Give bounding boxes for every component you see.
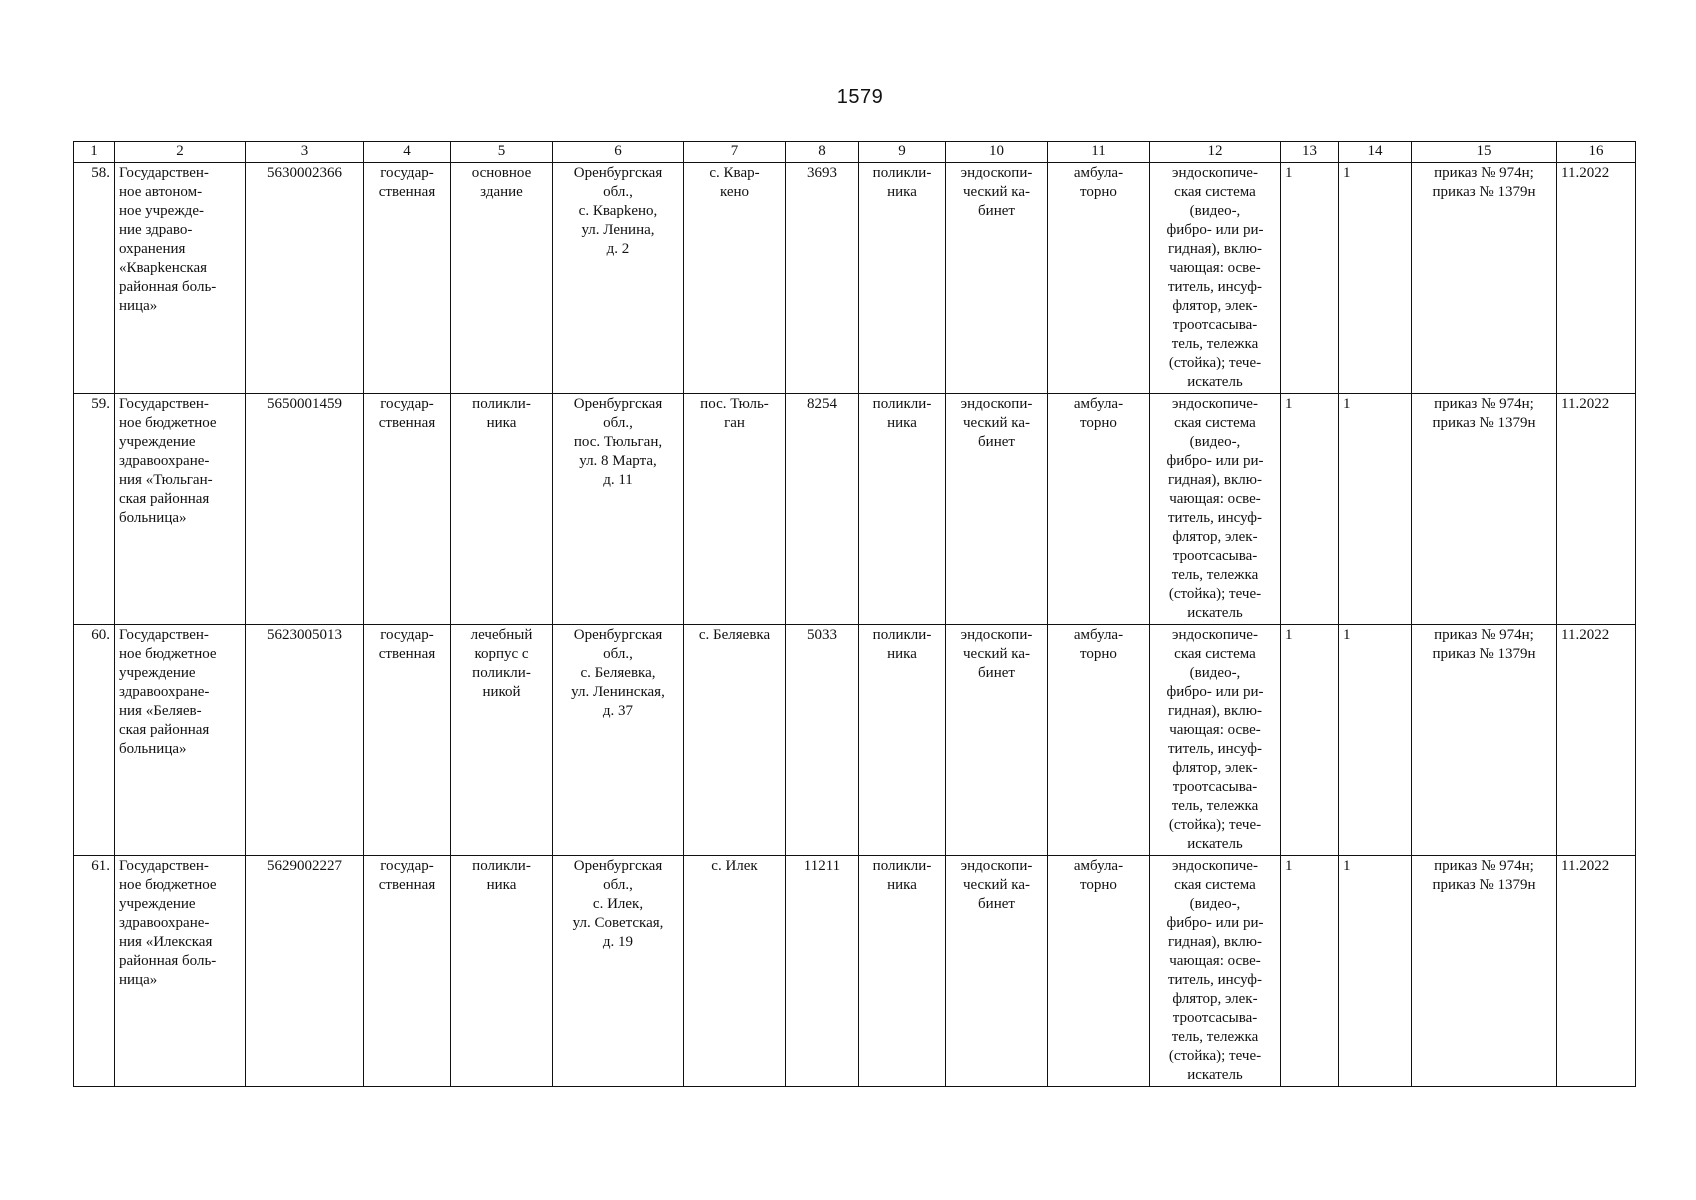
column-header: 7 <box>684 142 786 163</box>
table-row <box>74 856 1636 1087</box>
organization-name: Государствен- ное бюджетное учреждение здравоохране- ния «Беляев- ская районная больница» <box>115 625 246 856</box>
locality: пос. Тюль- ган <box>684 394 786 625</box>
qty-plan: 1 <box>1281 163 1339 394</box>
care-form: амбула- торно <box>1048 394 1150 625</box>
basis: приказ № 974н; приказ № 1379н <box>1412 163 1557 394</box>
basis: приказ № 974н; приказ № 1379н <box>1412 394 1557 625</box>
equipment: эндоскопиче- ская система (видео-, фибро- или ри- гидная), вклю- чающая: осве- титель, инсуф- флятор, элек- троотсасыва- тель, тележка (стойка); тече- искатель <box>1150 163 1281 394</box>
inn: 5623005013 <box>246 625 364 856</box>
basis: приказ № 974н; приказ № 1379н <box>1412 625 1557 856</box>
column-header: 2 <box>115 142 246 163</box>
page-number: 1579 <box>836 86 884 108</box>
room: эндоскопи- ческий ка- бинет <box>946 625 1048 856</box>
building: основное здание <box>451 163 553 394</box>
date: 11.2022 <box>1557 856 1636 1087</box>
equipment: эндоскопиче- ская система (видео-, фибро- или ри- гидная), вклю- чающая: осве- титель, инсуф- флятор, элек- троотсасыва- тель, тележка (стойка); тече- искатель <box>1150 394 1281 625</box>
population: 3693 <box>786 163 859 394</box>
column-header: 14 <box>1339 142 1412 163</box>
building: лечебный корпус с поликли- никой <box>451 625 553 856</box>
ownership: государ- ственная <box>364 856 451 1087</box>
table-row <box>74 163 1636 394</box>
row-number: 61. <box>74 856 115 1087</box>
column-header: 8 <box>786 142 859 163</box>
column-header: 3 <box>246 142 364 163</box>
inn: 5629002227 <box>246 856 364 1087</box>
address: Оренбургская обл., пос. Тюльган, ул. 8 Марта, д. 11 <box>553 394 684 625</box>
building: поликли- ника <box>451 394 553 625</box>
registry-table <box>73 141 1636 1087</box>
qty-fact: 1 <box>1339 394 1412 625</box>
unit-type: поликли- ника <box>859 394 946 625</box>
address: Оренбургская обл., с. Кварkено, ул. Ленина, д. 2 <box>553 163 684 394</box>
column-header: 15 <box>1412 142 1557 163</box>
room: эндоскопи- ческий ка- бинет <box>946 394 1048 625</box>
inn: 5630002366 <box>246 163 364 394</box>
room: эндоскопи- ческий ка- бинет <box>946 856 1048 1087</box>
date: 11.2022 <box>1557 625 1636 856</box>
building: поликли- ника <box>451 856 553 1087</box>
equipment: эндоскопиче- ская система (видео-, фибро- или ри- гидная), вклю- чающая: осве- титель, инсуф- флятор, элек- троотсасыва- тель, тележка (стойка); тече- искатель <box>1150 856 1281 1087</box>
column-header: 11 <box>1048 142 1150 163</box>
inn: 5650001459 <box>246 394 364 625</box>
unit-type: поликли- ника <box>859 856 946 1087</box>
address: Оренбургская обл., с. Илек, ул. Советская, д. 19 <box>553 856 684 1087</box>
column-header: 4 <box>364 142 451 163</box>
column-header: 1 <box>74 142 115 163</box>
organization-name: Государствен- ное бюджетное учреждение здравоохране- ния «Илекская районная боль- ница» <box>115 856 246 1087</box>
ownership: государ- ственная <box>364 163 451 394</box>
table-row <box>74 394 1636 625</box>
unit-type: поликли- ника <box>859 163 946 394</box>
locality: с. Илек <box>684 856 786 1087</box>
locality: с. Квар- кено <box>684 163 786 394</box>
room: эндоскопи- ческий ка- бинет <box>946 163 1048 394</box>
unit-type: поликли- ника <box>859 625 946 856</box>
equipment: эндоскопиче- ская система (видео-, фибро- или ри- гидная), вклю- чающая: осве- титель, инсуф- флятор, элек- троотсасыва- тель, тележка (стойка); тече- искатель <box>1150 625 1281 856</box>
row-number: 60. <box>74 625 115 856</box>
ownership: государ- ственная <box>364 625 451 856</box>
table-row <box>74 625 1636 856</box>
column-header: 9 <box>859 142 946 163</box>
column-header: 13 <box>1281 142 1339 163</box>
qty-plan: 1 <box>1281 394 1339 625</box>
population: 11211 <box>786 856 859 1087</box>
column-header: 5 <box>451 142 553 163</box>
organization-name: Государствен- ное автоном- ное учрежде- ние здраво- охранения «Кварkенская районная боль- ница» <box>115 163 246 394</box>
qty-fact: 1 <box>1339 856 1412 1087</box>
qty-plan: 1 <box>1281 625 1339 856</box>
column-header: 6 <box>553 142 684 163</box>
qty-fact: 1 <box>1339 163 1412 394</box>
column-header: 10 <box>946 142 1048 163</box>
basis: приказ № 974н; приказ № 1379н <box>1412 856 1557 1087</box>
row-number: 59. <box>74 394 115 625</box>
care-form: амбула- торно <box>1048 856 1150 1087</box>
qty-plan: 1 <box>1281 856 1339 1087</box>
row-number: 58. <box>74 163 115 394</box>
date: 11.2022 <box>1557 163 1636 394</box>
care-form: амбула- торно <box>1048 625 1150 856</box>
address: Оренбургская обл., с. Беляевка, ул. Ленинская, д. 37 <box>553 625 684 856</box>
header-row <box>74 142 1636 163</box>
locality: с. Беляевка <box>684 625 786 856</box>
care-form: амбула- торно <box>1048 163 1150 394</box>
column-header: 16 <box>1557 142 1636 163</box>
qty-fact: 1 <box>1339 625 1412 856</box>
column-header: 12 <box>1150 142 1281 163</box>
ownership: государ- ственная <box>364 394 451 625</box>
organization-name: Государствен- ное бюджетное учреждение здравоохране- ния «Тюльган- ская районная больница» <box>115 394 246 625</box>
population: 8254 <box>786 394 859 625</box>
population: 5033 <box>786 625 859 856</box>
date: 11.2022 <box>1557 394 1636 625</box>
